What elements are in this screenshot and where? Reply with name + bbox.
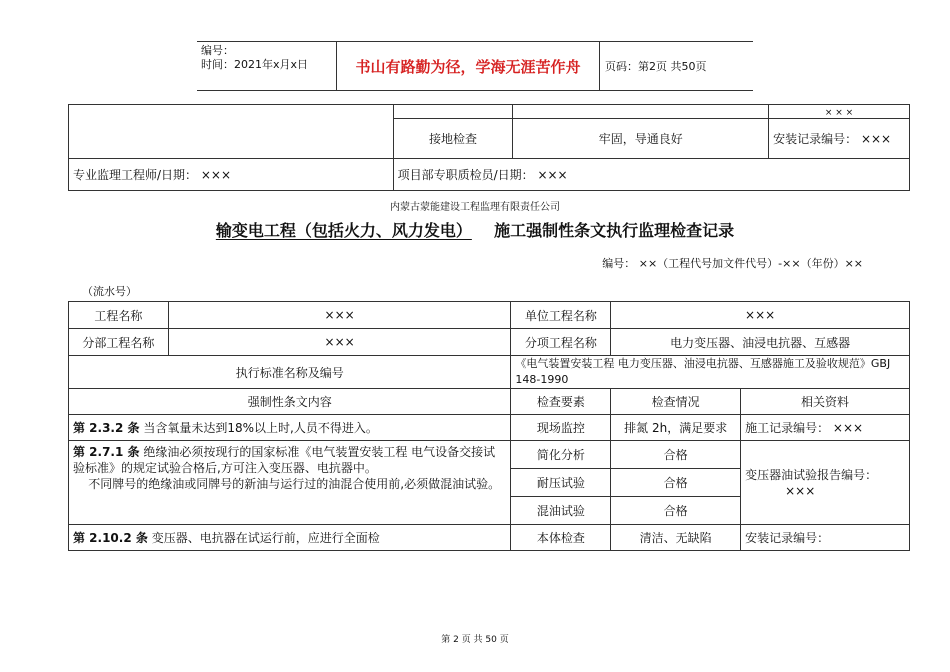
check-element: 简化分析: [511, 441, 611, 469]
project-name-value: ×××: [168, 302, 511, 329]
title-part2: 施工强制性条文执行监理检查记录: [494, 221, 735, 240]
inspection-table: [68, 301, 910, 551]
number-label: 编号：: [201, 44, 234, 57]
doc-number: 编号： ××（工程代号加文件代号）-××（年份）××: [602, 257, 863, 270]
subitem-label: 分项工程名称: [511, 329, 611, 356]
related-doc: 施工记录编号： ×××: [741, 415, 910, 441]
title-part1: 输变电工程（包括火力、风力发电）: [215, 221, 472, 240]
check-result: 合格: [611, 441, 741, 469]
header-result: 检查情况: [611, 389, 741, 415]
blank-cell: [513, 105, 769, 119]
check-element: 本体检查: [511, 525, 611, 551]
clause-number: 第 2.7.1 条: [73, 445, 140, 459]
motto: 书山有路勤为径，学海无涯苦作舟: [337, 42, 600, 90]
page-title: [0, 218, 950, 241]
cut-text-cell: [769, 105, 910, 119]
inspection-result: 牢固，导通良好: [513, 119, 769, 159]
page-footer: 第 2 页 共 50 页: [441, 635, 509, 645]
check-result: 排氮 2h，满足要求: [611, 415, 741, 441]
doc-value: ×××: [785, 483, 816, 498]
check-result: 清洁、无缺陷: [611, 525, 741, 551]
clause-number: 第 2.10.2 条: [73, 531, 148, 545]
qc-date: 项目部专职质检员/日期： ×××: [393, 159, 909, 191]
time-label: 时间：2021年x月x日: [201, 58, 309, 71]
check-result: 合格: [611, 497, 741, 525]
company-name: 内蒙古蒙能建设工程监理有限责任公司: [390, 202, 560, 213]
standard-label: 执行标准名称及编号: [69, 356, 511, 389]
inspection-item: 接地检查: [393, 119, 513, 159]
clause-number: 第 2.3.2 条: [73, 421, 140, 435]
check-result: 合格: [611, 469, 741, 497]
standard-value: 《电气装置安装工程 电力变压器、油浸电抗器、互感器施工及验收规范》GBJ 148-1990: [511, 356, 910, 389]
page-header: [197, 41, 753, 91]
header-clause: 强制性条文内容: [69, 389, 511, 415]
subitem-value: 电力变压器、油浸电抗器、互感器: [611, 329, 910, 356]
clause-2-3-2: [69, 415, 511, 441]
clause-2-10-2: [69, 525, 511, 551]
related-doc: 安装记录编号：: [741, 525, 910, 551]
project-name-label: 工程名称: [69, 302, 169, 329]
blank-cell: [69, 119, 394, 159]
install-record: 安装记录编号： ×××: [769, 119, 910, 159]
check-element: 现场监控: [511, 415, 611, 441]
division-label: 分部工程名称: [69, 329, 169, 356]
division-value: ×××: [168, 329, 511, 356]
cut-text: × × ×: [824, 108, 854, 118]
supervisor-date: 专业监理工程师/日期： ×××: [69, 159, 394, 191]
header-meta: [197, 42, 337, 90]
check-element: 混油试验: [511, 497, 611, 525]
header-docs: 相关资料: [741, 389, 910, 415]
page-label: 页码：第2页 共50页: [605, 60, 707, 73]
serial-number: （流水号）: [82, 285, 137, 298]
check-element: 耐压试验: [511, 469, 611, 497]
doc-label: 变压器油试验报告编号：: [745, 467, 878, 482]
blank-cell: [69, 105, 394, 119]
clause-2-7-1: [69, 441, 511, 525]
continuation-table: [68, 104, 910, 191]
clause-text: 变压器、电抗器在试运行前，应进行全面检: [147, 531, 380, 545]
blank-cell: [393, 105, 513, 119]
header-element: 检查要素: [511, 389, 611, 415]
clause-text: 当含氧量未达到18%以上时,人员不得进入。: [139, 421, 378, 435]
clause-text-2: 不同牌号的绝缘油或同牌号的新油与运行过的油混合使用前,必须做混油试验。: [88, 477, 501, 491]
related-doc: [741, 441, 910, 525]
unit-project-label: 单位工程名称: [511, 302, 611, 329]
clause-text: 绝缘油必须按现行的国家标准《电气装置安装工程 电气设备交接试验标准》的规定试验合格后,方可注入变压器、电抗器中。: [73, 445, 496, 475]
unit-project-value: ×××: [611, 302, 910, 329]
